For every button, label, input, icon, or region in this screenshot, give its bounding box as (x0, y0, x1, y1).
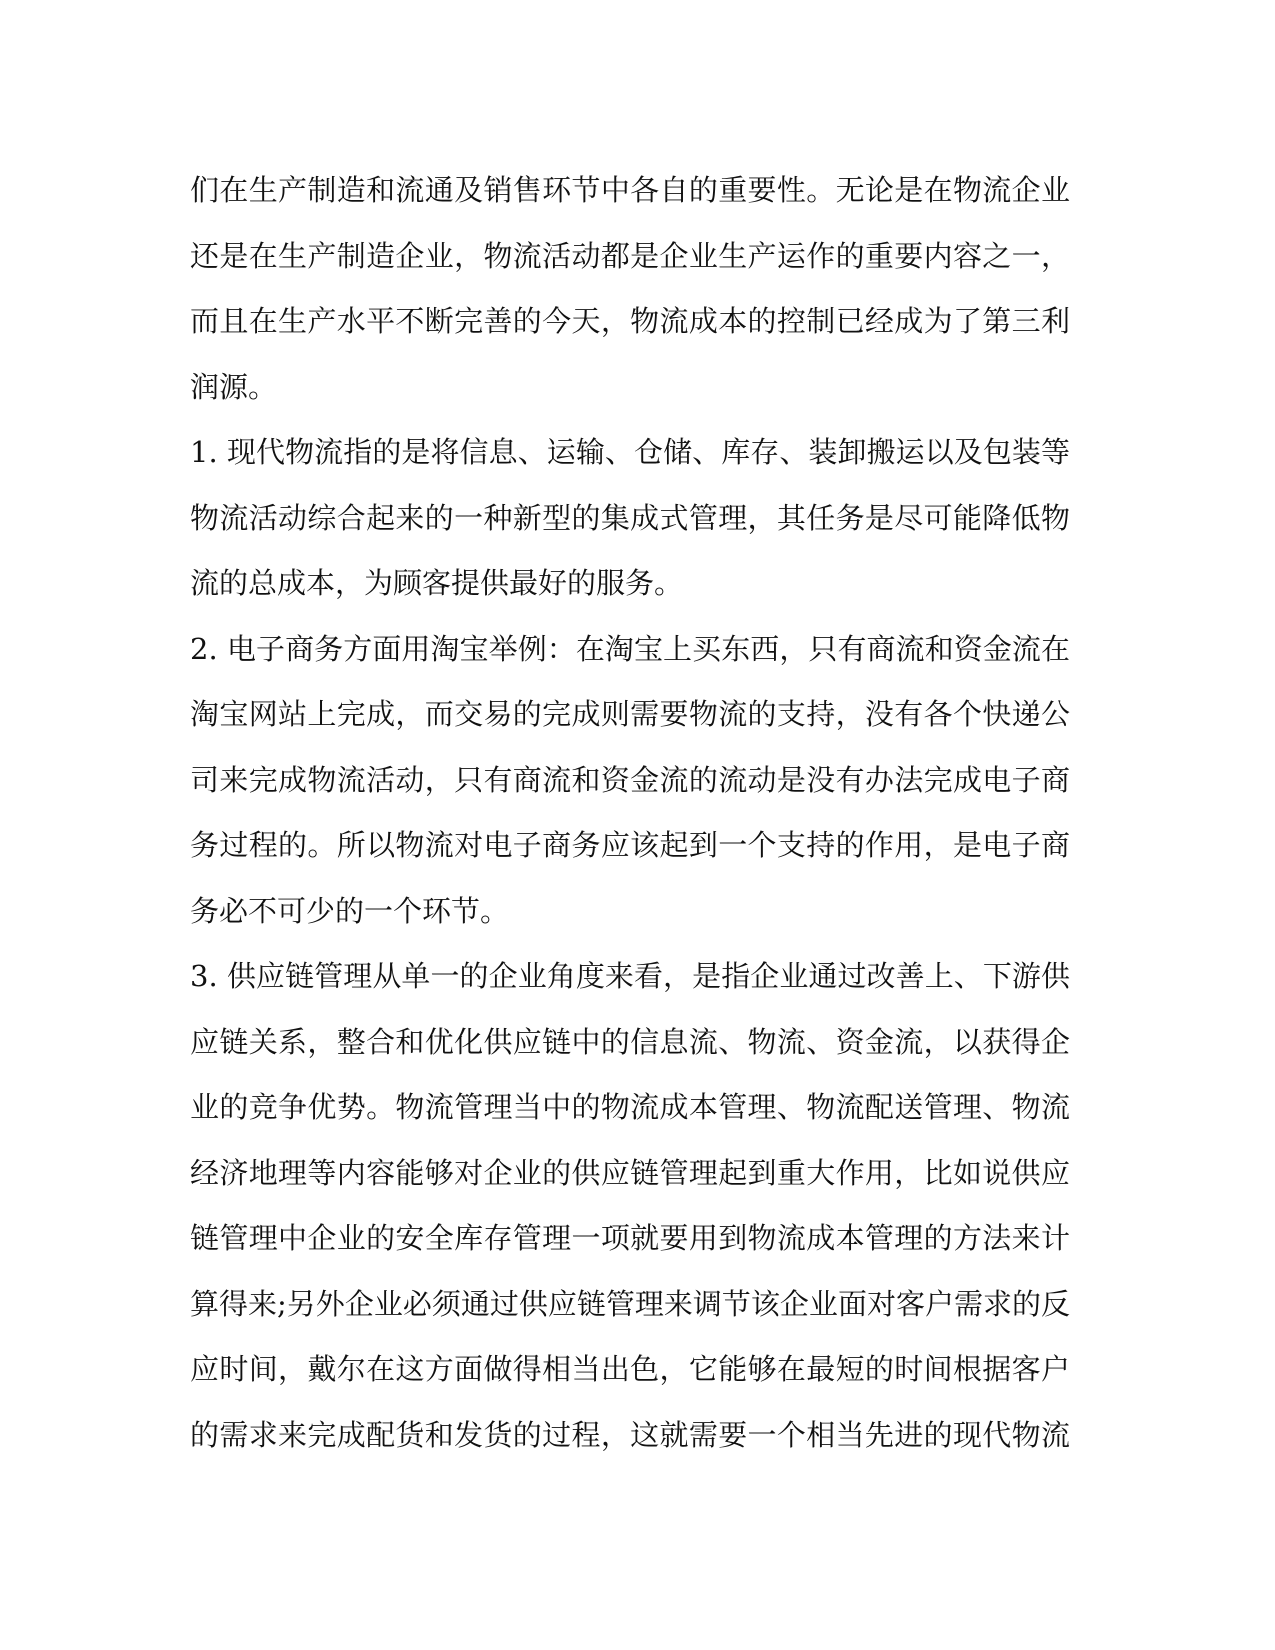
text-line: 流的总成本，为顾客提供最好的服务。 (190, 566, 684, 600)
text-line: 算得来;另外企业必须通过供应链管理来调节该企业面对客户需求的反 (190, 1286, 1070, 1321)
text-line: 3. 供应链管理从单一的企业角度来看，是指企业通过改善上、下游供 (190, 959, 1070, 993)
text-line: 1. 现代物流指的是将信息、运输、仓储、库存、装卸搬运以及包装等 (190, 435, 1070, 469)
text-line: 物流活动综合起来的一种新型的集成式管理，其任务是尽可能降低物 (190, 500, 1070, 535)
text-line: 业的竞争优势。物流管理当中的物流成本管理、物流配送管理、物流 (190, 1090, 1070, 1124)
text-line: 而且在生产水平不断完善的今天，物流成本的控制已经成为了第三利 (190, 304, 1070, 338)
text-line: 司来完成物流活动，只有商流和资金流的流动是没有办法完成电子商 (190, 762, 1070, 797)
text-line: 务必不可少的一个环节。 (190, 893, 510, 928)
text-line: 2. 电子商务方面用淘宝举例：在淘宝上买东西，只有商流和资金流在 (190, 631, 1070, 666)
text-line: 润源。 (190, 369, 278, 404)
text-line: 淘宝网站上完成，而交易的完成则需要物流的支持，没有各个快递公 (190, 697, 1070, 731)
text-line: 经济地理等内容能够对企业的供应链管理起到重大作用，比如说供应 (190, 1155, 1070, 1190)
body-text (190, 158, 1070, 1468)
text-line: 们在生产制造和流通及销售环节中各自的重要性。无论是在物流企业 (190, 173, 1070, 207)
text-line: 应时间，戴尔在这方面做得相当出色，它能够在最短的时间根据客户 (190, 1352, 1070, 1386)
text-line: 链管理中企业的安全库存管理一项就要用到物流成本管理的方法来计 (190, 1221, 1070, 1255)
text-line: 的需求来完成配货和发货的过程，这就需要一个相当先进的现代物流 (190, 1417, 1070, 1452)
text-line: 还是在生产制造企业，物流活动都是企业生产运作的重要内容之一， (190, 238, 1070, 273)
text-line: 应链关系，整合和优化供应链中的信息流、物流、资金流，以获得企 (190, 1024, 1070, 1059)
text-line: 务过程的。所以物流对电子商务应该起到一个支持的作用，是电子商 (190, 828, 1070, 862)
